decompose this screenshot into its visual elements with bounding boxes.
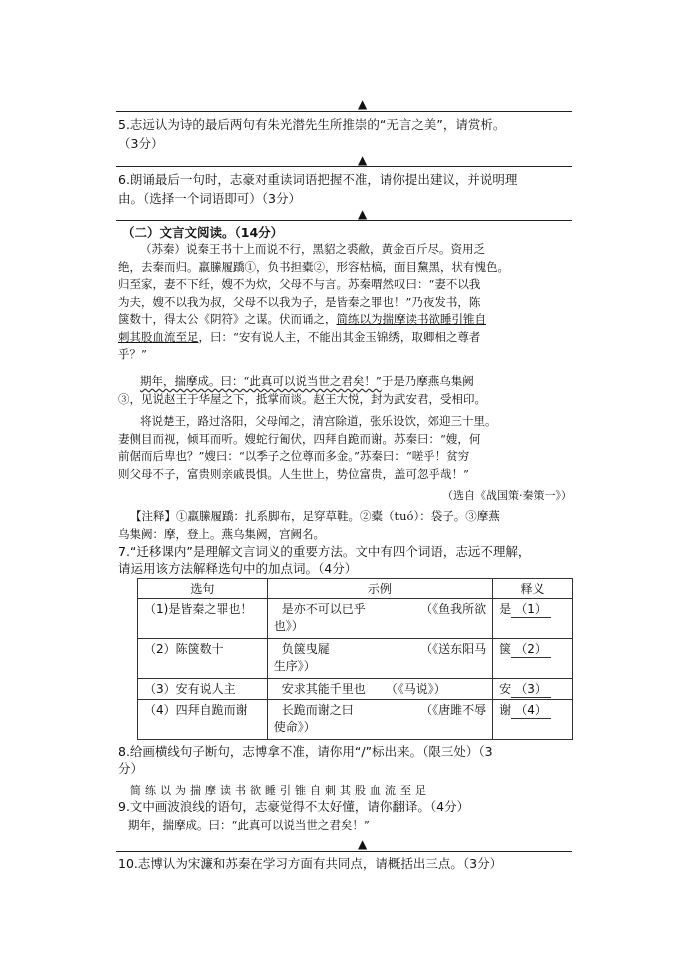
passage-line: 妻侧目而视，倾耳而听。嫂蛇行匍伏，四拜自跪而谢。苏秦曰：“嫂，何 xyxy=(118,431,481,446)
question-8-sentence: 简练以为揣摩读书欲睡引锥自刺其股血流至足 xyxy=(130,784,430,797)
example-source-cont: 生序》） xyxy=(273,659,316,673)
vocab-table xyxy=(137,578,573,740)
question-6 xyxy=(118,170,578,208)
table-header: 选句 xyxy=(138,579,268,599)
answer-blank[interactable]: （1） xyxy=(511,600,551,618)
answer-line xyxy=(116,851,572,852)
question-8 xyxy=(118,742,578,778)
question-8-line2: 分） xyxy=(118,761,144,776)
answer-line xyxy=(116,220,572,221)
selected-sentence: （2）陈箧数十 xyxy=(138,639,268,679)
passage-line: 乎？” xyxy=(118,347,147,361)
passage-line: 前倨而后卑也？”嫂曰：“以季子之位尊而多金。”苏秦曰：“嗟乎！贫穷 xyxy=(118,449,470,463)
section-title: （二）文言文阅读。（14分） xyxy=(122,225,284,240)
example-cell xyxy=(267,700,492,740)
question-9-line1: 9.文中画波浪线的语句，志豪觉得不太好懂，请你翻译。（4分） xyxy=(118,799,470,814)
passage-line: 为夫，嫂不以我为叔，父母不以我为子，是皆秦之罪也！”乃夜发书，陈 xyxy=(118,294,481,309)
passage-source: （选自《战国策·秦策一》） xyxy=(442,489,572,502)
meaning-cell xyxy=(493,639,573,679)
meaning-cell xyxy=(493,679,573,700)
question-7-line1: 7.“迁移课内”是理解文言词义的重要方法。文中有四个词语，志远不理解， xyxy=(118,544,531,559)
example-text: 安求其能千里也 xyxy=(281,682,366,696)
passage-line: （苏秦）说秦王书十上而说不行，黑貂之裘敝，黄金百斤尽。资用乏 xyxy=(140,242,485,256)
passage-line: 将说楚王，路过洛阳，父母闻之，清宫除道，张乐设饮，郊迎三十里。 xyxy=(140,414,497,428)
word: 安 xyxy=(499,682,512,696)
annotation-line: 乌集阙：摩，登上。燕乌集阙，宫阙名。 xyxy=(118,526,325,541)
question-6-line1: 6.朗诵最后一句时，志豪对重读词语把握不准，请你提出建议，并说明理 xyxy=(118,172,518,187)
passage-text: 箧数十，得太公《阴符》之谋。伏而诵之， xyxy=(118,312,337,326)
example-cell xyxy=(267,679,492,700)
example-source: （《唐雎不辱 xyxy=(420,703,487,717)
example-text: 是亦不可以已乎 xyxy=(281,602,366,616)
question-10-text: 10.志博认为宋濂和苏秦在学习方面有共同点，请概括出三点。（3分） xyxy=(118,856,503,871)
annotations xyxy=(118,508,570,543)
question-9-sentence: 期年，揣摩成。曰：“此真可以说当世之君矣！” xyxy=(128,818,370,832)
passage-line: ③，见说赵王于华屋之下，抵掌而谈。赵王大悦，封为武安君，受相印。 xyxy=(118,391,486,406)
answer-line xyxy=(116,111,572,112)
passage-text: 于是乃摩燕乌集阙 xyxy=(381,374,474,388)
example-source: （《送东阳马 xyxy=(420,642,487,656)
underlined-sentence: 简练以为揣摩读书欲睡引锥自 xyxy=(336,312,486,326)
example-cell xyxy=(267,639,492,679)
passage-line: 则父母不子，富贵则亲戚畏惧。人生世上，势位富贵，盖可忽乎哉！” xyxy=(118,466,469,481)
annotation-line: 【注释】①羸縢履蹻：扎系脚布，足穿草鞋。②橐（tuó）：袋子。③摩燕 xyxy=(130,509,500,523)
passage-text: ，曰：“安有说人主，不能出其金玉锦绣，取卿相之尊者 xyxy=(198,329,481,344)
passage-line: 绝，去秦而归。羸縢履蹻①，负书担橐②，形容枯槁，面目黧黑，状有愧色。 xyxy=(118,259,509,274)
answer-line xyxy=(116,166,572,167)
question-5 xyxy=(118,115,578,153)
table-row xyxy=(138,599,573,639)
answer-marker: ▲ xyxy=(358,837,368,851)
meaning-cell xyxy=(493,700,573,740)
example-cell xyxy=(267,599,492,639)
table-header: 示例 xyxy=(267,579,492,599)
table-row xyxy=(138,700,573,740)
example-source: （《鱼我所欲 xyxy=(420,602,487,616)
example-source-cont: 使命》） xyxy=(273,720,316,734)
passage-line xyxy=(118,329,570,347)
table-header: 释义 xyxy=(493,579,573,599)
selected-sentence: （4）四拜自跪而谢 xyxy=(138,700,268,740)
example-text: 长跪而谢之曰 xyxy=(281,703,354,717)
question-8-line1: 8.给画横线句子断句，志博拿不准，请你用“/”标出来。（限三处）（3 xyxy=(118,744,493,759)
word: 是 xyxy=(499,602,512,616)
question-10 xyxy=(118,854,578,873)
answer-marker: ▲ xyxy=(358,97,368,111)
question-7 xyxy=(118,542,578,578)
table-row xyxy=(138,639,573,679)
passage-paragraph-1 xyxy=(118,241,570,364)
example-text: 负箧曳屣 xyxy=(281,642,330,656)
passage-line: 归至家，妻不下纴，嫂不为炊，父母不与言。苏秦喟然叹曰：“妻不以我 xyxy=(118,277,481,291)
question-7-line2: 请运用该方法解释选句中的加点词。（4分） xyxy=(118,561,358,576)
word: 谢 xyxy=(499,703,512,717)
question-9 xyxy=(118,797,578,816)
passage-paragraph-3 xyxy=(118,413,570,483)
word: 箧 xyxy=(499,642,512,656)
table-header-row xyxy=(138,579,573,599)
answer-blank[interactable]: （4） xyxy=(511,701,551,719)
example-source: （《马说》） xyxy=(385,682,446,696)
wavy-sentence: 期年，揣摩成。曰：“此真可以说当世之君矣！” xyxy=(140,374,382,388)
question-6-line2: 由。（选择一个词语即可）（3分） xyxy=(118,191,301,206)
question-5-score: （3分） xyxy=(118,136,164,151)
meaning-cell xyxy=(493,599,573,639)
underlined-sentence: 刺其股血流至足 xyxy=(118,329,199,344)
answer-blank[interactable]: （2） xyxy=(511,640,551,658)
answer-blank[interactable]: （3） xyxy=(511,680,551,698)
passage-line xyxy=(118,373,570,391)
answer-marker: ▲ xyxy=(358,153,368,167)
example-source-cont: 也》） xyxy=(273,619,304,633)
question-5-text: 5.志远认为诗的最后两句有朱光潜先生所推崇的“无言之美”，请赏析。 xyxy=(118,117,506,132)
selected-sentence: （3）安有说人主 xyxy=(138,679,268,700)
passage-line xyxy=(118,311,570,329)
selected-sentence: （1)是皆秦之罪也！ xyxy=(138,599,268,639)
table-row xyxy=(138,679,573,700)
passage-paragraph-2 xyxy=(118,373,570,408)
answer-marker: ▲ xyxy=(358,207,368,221)
